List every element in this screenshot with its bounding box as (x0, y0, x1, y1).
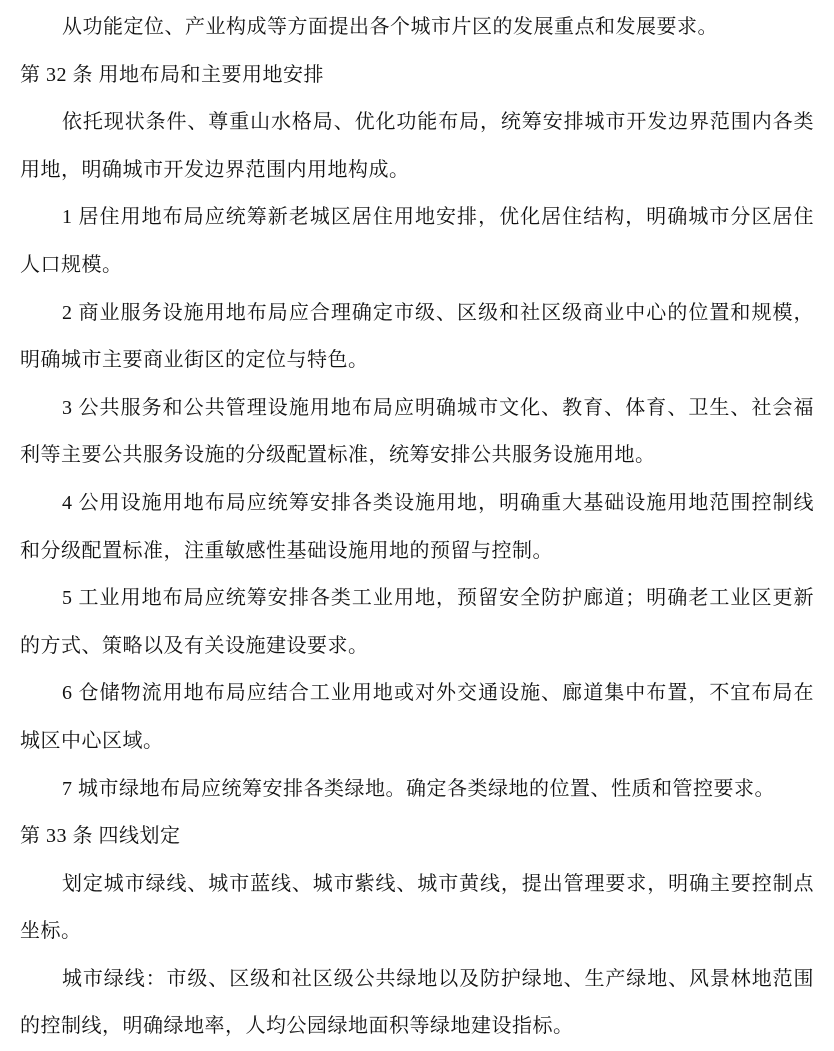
paragraph-item-2: 2 商业服务设施用地布局应合理确定市级、区级和社区级商业中心的位置和规模，明确城市主要商业街区的定位与特色。 (20, 301, 814, 372)
paragraph: 城市绿线：市级、区级和社区级公共绿地以及防护绿地、生产绿地、风景林地范围的控制线，明确绿地率，人均公园绿地面积等绿地建设指标。 (20, 967, 814, 1038)
paragraph: 从功能定位、产业构成等方面提出各个城市片区的发展重点和发展要求。 (62, 16, 718, 38)
article-33-heading: 第 33 条 四线划定 (20, 825, 181, 848)
article-32-heading: 第 32 条 用地布局和主要用地安排 (20, 63, 324, 86)
paragraph-item-3: 3 公共服务和公共管理设施用地布局应明确城市文化、教育、体育、卫生、社会福利等主要公共服务设施的分级配置标准，统筹安排公共服务设施用地。 (20, 396, 814, 467)
paragraph-item-6: 6 仓储物流用地布局应结合工业用地或对外交通设施、廊道集中布置，不宜布局在城区中心区域。 (20, 682, 814, 752)
paragraph-item-5: 5 工业用地布局应统筹安排各类工业用地，预留安全防护廊道；明确老工业区更新的方式、策略以及有关设施建设要求。 (20, 587, 814, 657)
paragraph-item-4: 4 公用设施用地布局应统筹安排各类设施用地，明确重大基础设施用地范围控制线和分级配置标准，注重敏感性基础设施用地的预留与控制。 (20, 491, 814, 562)
paragraph-item-7: 7 城市绿地布局应统筹安排各类绿地。确定各类绿地的位置、性质和管控要求。 (62, 777, 775, 800)
paragraph: 划定城市绿线、城市蓝线、城市紫线、城市黄线，提出管理要求，明确主要控制点坐标。 (20, 872, 814, 943)
paragraph-item-1: 1 居住用地布局应统筹新老城区居住用地安排，优化居住结构，明确城市分区居住人口规模。 (20, 206, 814, 276)
paragraph: 依托现状条件、尊重山水格局、优化功能布局，统筹安排城市开发边界范围内各类用地，明确城市开发边界范围内用地构成。 (20, 111, 814, 181)
